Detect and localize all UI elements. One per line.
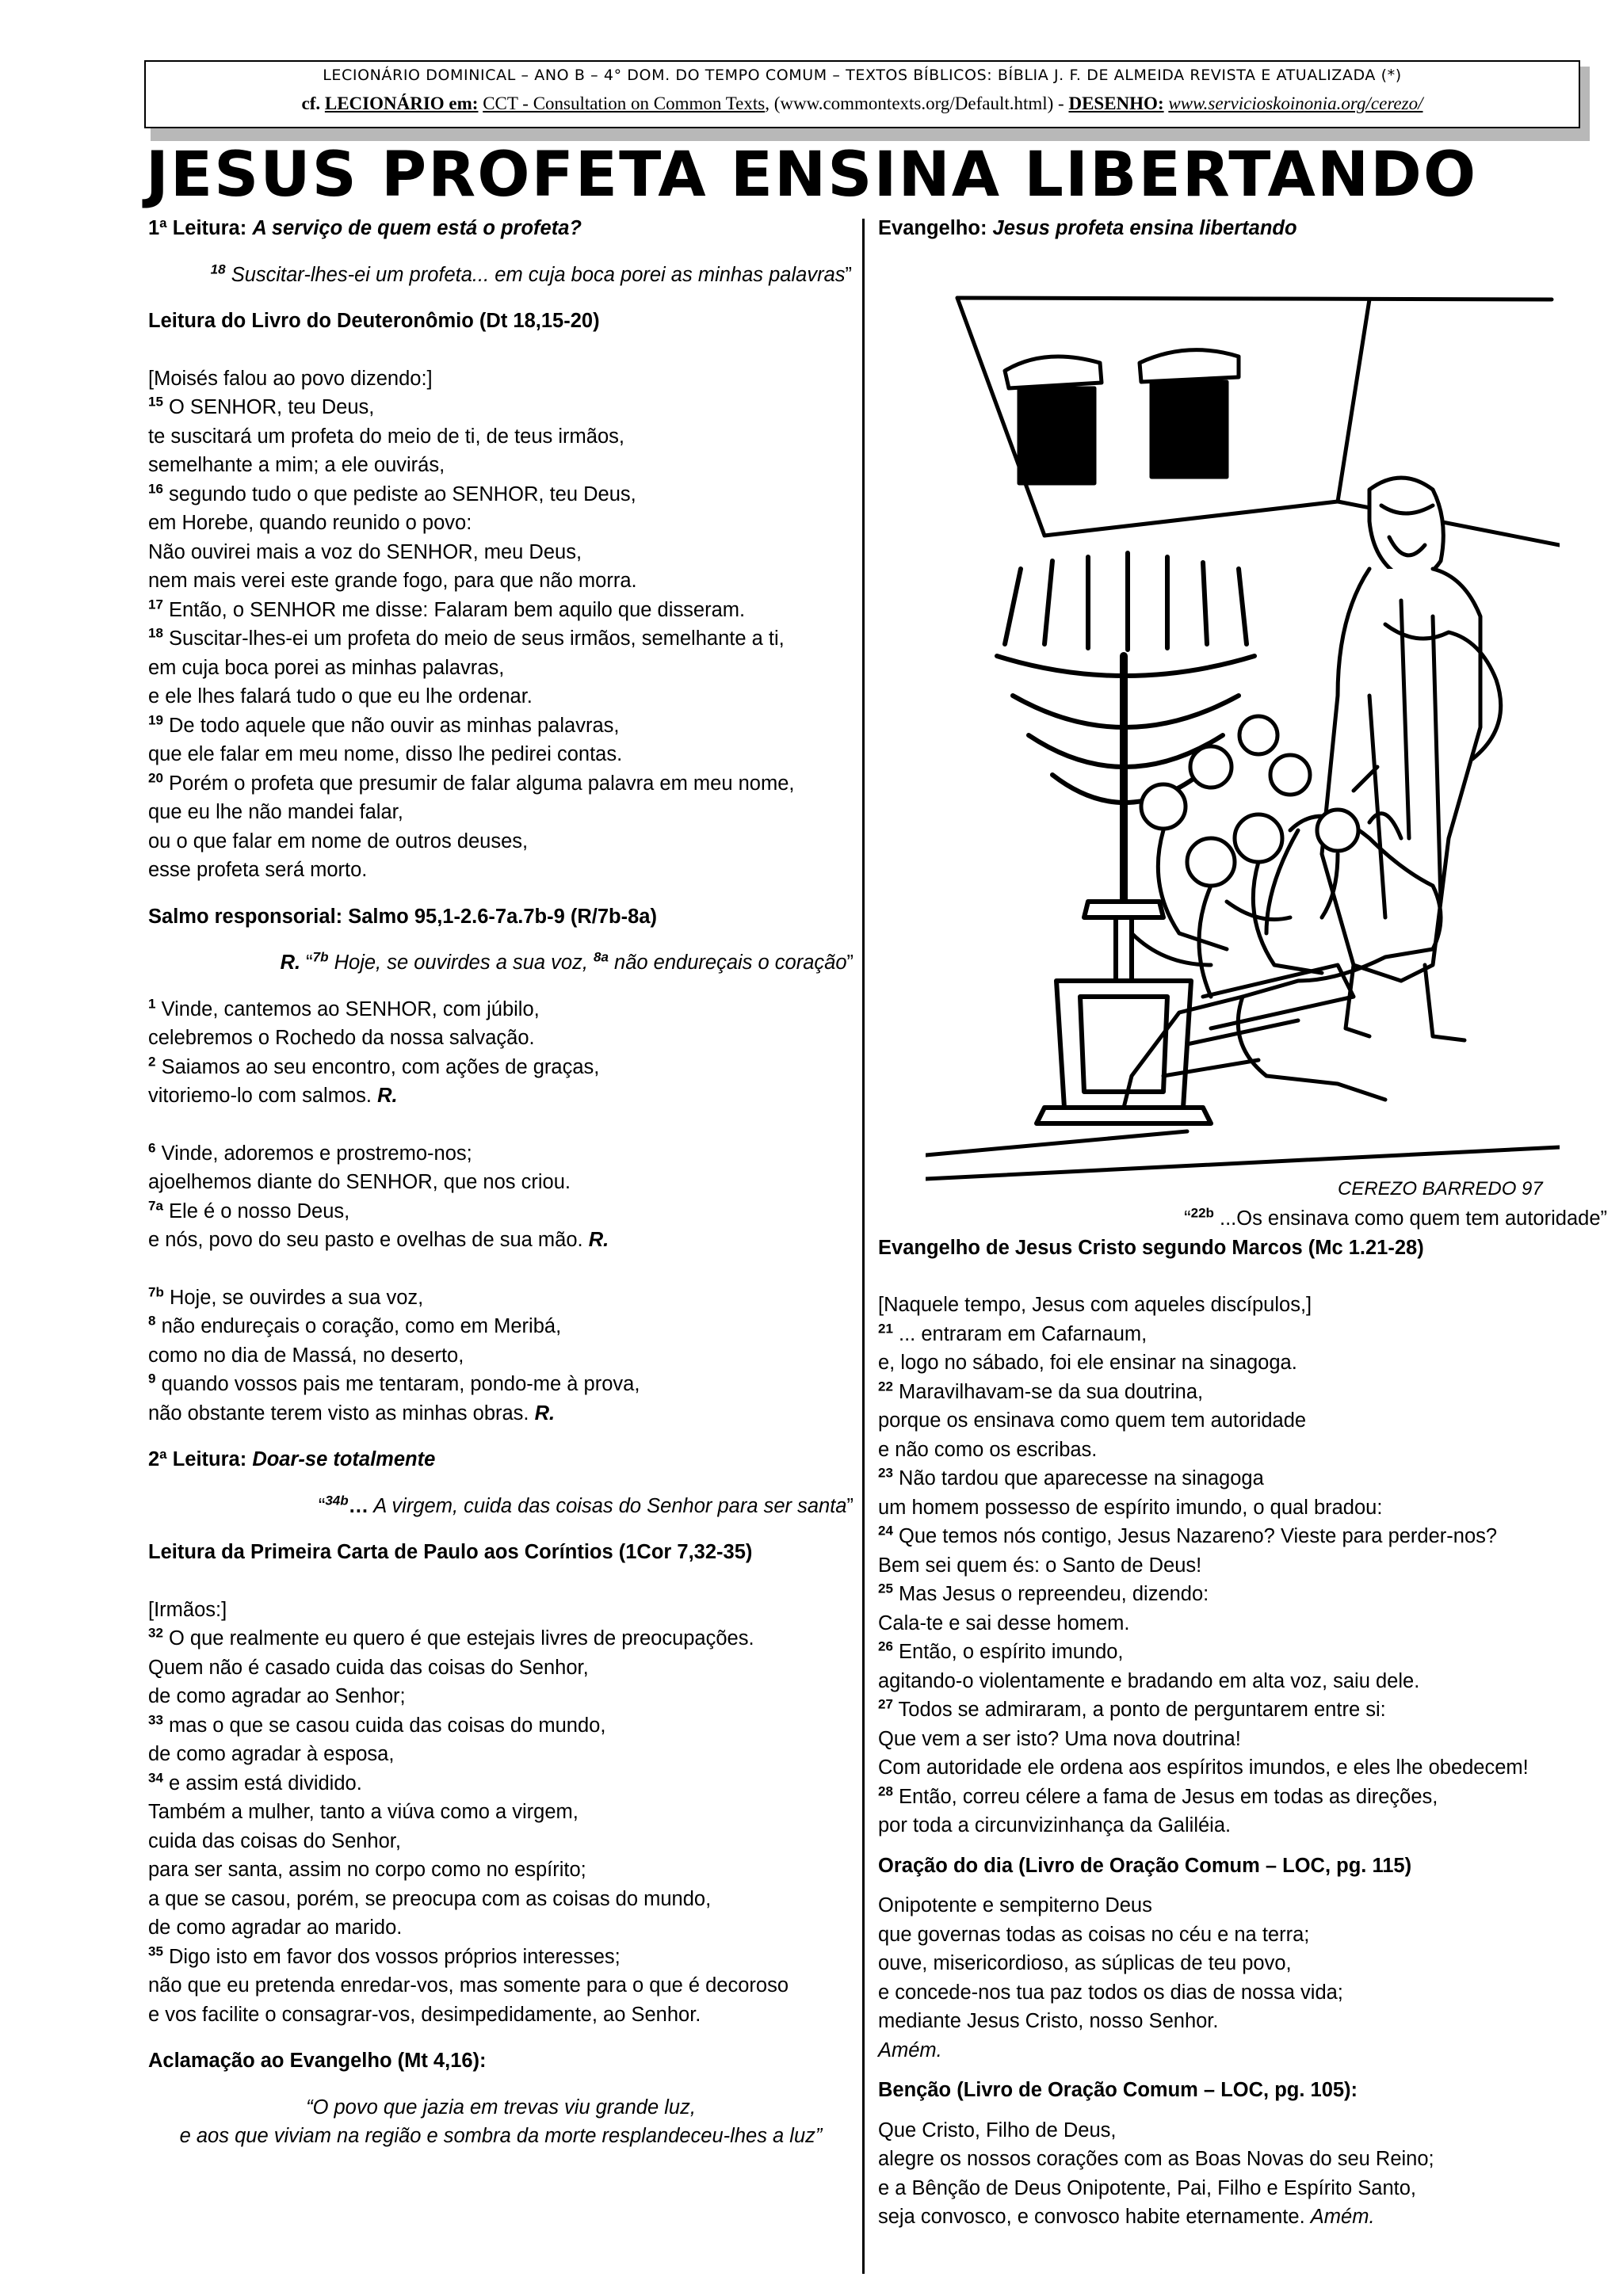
psalm-stanza <box>148 1283 854 1428</box>
line-text: Quem não é casado cuida das coisas do Senhor, <box>148 1656 589 1679</box>
text-line <box>878 1580 1607 1609</box>
text-line <box>148 1168 854 1197</box>
verse-number: 19 <box>148 712 163 727</box>
line-text: Então, correu célere a fama de Jesus em todas as direções, <box>899 1785 1438 1808</box>
line-text: Maravilhavam-se da sua doutrina, <box>899 1380 1204 1403</box>
line-text: não endureçais o coração, como em Meribá, <box>161 1315 562 1337</box>
line-text: O que realmente eu quero é que estejais livres de preocupações. <box>169 1627 754 1650</box>
verse-number: 8 <box>148 1313 156 1329</box>
second-reading-theme: Doar-se totalmente <box>252 1448 436 1470</box>
first-reading-text <box>148 364 854 885</box>
verse-number: 33 <box>148 1712 163 1727</box>
line-text: a que se casou, porém, se preocupa com as coisas do mundo, <box>148 1887 712 1910</box>
response-marker: R. <box>377 1085 398 1107</box>
artist-signature: CEREZO BARREDO 97 <box>1338 1178 1543 1199</box>
second-reading-label: 2ª Leitura: <box>148 1448 247 1470</box>
gospel-heading <box>878 214 1607 243</box>
line-text: e não como os escribas. <box>878 1438 1098 1461</box>
window-1-arch <box>1005 357 1102 388</box>
window-1 <box>1019 388 1094 483</box>
line-text: vitoriemo-lo com salmos. <box>148 1085 372 1107</box>
header-line2 <box>146 93 1579 114</box>
text-line: ouve, misericordioso, as súplicas de teu povo, <box>878 1952 1292 1974</box>
prayer-amen: Amém. <box>878 2039 942 2061</box>
verse-number: 17 <box>148 597 163 612</box>
text-line <box>148 393 854 422</box>
verse-number: 23 <box>878 1465 893 1481</box>
second-reading-quote <box>148 1492 854 1521</box>
header-cct-link[interactable]: CCT - Consultation on Common Texts <box>483 93 766 113</box>
text-line <box>148 1740 854 1769</box>
gospel-label: Evangelho: <box>878 217 987 239</box>
line-text: e assim está dividido. <box>169 1772 362 1794</box>
text-line <box>878 1667 1607 1696</box>
first-reading-book: Leitura do Livro do Deuteronômio (Dt 18,15-20) <box>148 310 600 332</box>
text-line <box>148 480 854 509</box>
text-line <box>148 682 854 711</box>
line-text: Que vem a ser isto? Uma nova doutrina! <box>878 1727 1241 1750</box>
line-text: celebremos o Rochedo da nossa salvação. <box>148 1027 535 1049</box>
text-line <box>878 1378 1607 1407</box>
line-text: Então, o SENHOR me disse: Falaram bem aquilo que disseram. <box>169 598 746 621</box>
text-line <box>878 1493 1607 1523</box>
line-text: como no dia de Massá, no deserto, <box>148 1344 464 1367</box>
text-line <box>878 1464 1607 1493</box>
acclamation-heading: Aclamação ao Evangelho (Mt 4,16): <box>148 2050 487 2072</box>
text-line <box>148 1283 854 1313</box>
text-line <box>148 995 854 1024</box>
text-line <box>148 1682 854 1711</box>
page-title: JESUS PROFETA ENSINA LIBERTANDO <box>145 139 1478 211</box>
gospel-theme: Jesus profeta ensina libertando <box>992 217 1297 239</box>
text-line: Que Cristo, Filho de Deus, <box>878 2119 1117 2142</box>
line-text: e vos facilite o consagrar-vos, desimpedidamente, ao Senhor. <box>148 2003 701 2026</box>
blessing-text <box>878 2116 1607 2203</box>
text-line <box>148 422 854 452</box>
blessing-heading: Benção (Livro de Oração Comum – LOC, pg. 105): <box>878 2079 1358 2101</box>
verse-number: 9 <box>148 1371 156 1386</box>
verse-number: 7a <box>148 1198 163 1213</box>
text-line <box>148 827 854 856</box>
text-line <box>148 1653 854 1683</box>
line-text: de como agradar ao marido. <box>148 1917 403 1939</box>
text-line <box>148 2000 854 2030</box>
text-line <box>878 1320 1607 1349</box>
line-text: Mas Jesus o repreendeu, dizendo: <box>899 1583 1209 1605</box>
line-text: ... entraram em Cafarnaum, <box>899 1322 1148 1345</box>
text-line <box>148 1798 854 1827</box>
text-line <box>148 769 854 799</box>
quote-close: ” <box>846 1494 854 1517</box>
header-cf: cf. <box>301 93 321 113</box>
text-line <box>878 1753 1607 1783</box>
text-line <box>148 654 854 683</box>
line-text: ajoelhemos diante do SENHOR, que nos criou. <box>148 1171 571 1193</box>
quote-text: A virgem, cuida das coisas do Senhor para ser santa <box>373 1494 847 1517</box>
line-text: que ele falar em meu nome, disso lhe pedirei contas. <box>148 743 623 765</box>
line-text: Vinde, adoremos e prostremo-nos; <box>161 1142 472 1165</box>
verse-number: 18 <box>148 625 163 641</box>
response-marker: R. <box>588 1229 609 1251</box>
text-line <box>878 1609 1607 1638</box>
line-text: [Irmãos:] <box>148 1598 227 1621</box>
line-text: Que temos nós contigo, Jesus Nazareno? Vieste para perder-nos? <box>899 1525 1498 1547</box>
text-line <box>878 1783 1607 1812</box>
text-line <box>148 1827 854 1856</box>
line-text: porque os ensinava como quem tem autoridade <box>878 1409 1307 1432</box>
text-line <box>148 1769 854 1798</box>
first-reading-heading <box>148 214 854 243</box>
verse-number: 7b <box>148 1284 164 1299</box>
line-text: de como agradar ao Senhor; <box>148 1685 406 1707</box>
line-text: em cuja boca porei as minhas palavras, <box>148 656 505 679</box>
verse-number: 26 <box>878 1638 893 1654</box>
header-cct-url: , (www.commontexts.org/Default.html) - <box>765 93 1064 113</box>
verse-number: 6 <box>148 1140 156 1155</box>
window-2 <box>1151 382 1227 477</box>
line-text: não que eu pretenda enredar-vos, mas somente para o que é decoroso <box>148 1974 789 1997</box>
verse-number: 35 <box>148 1943 163 1958</box>
text-line <box>148 1226 854 1255</box>
line-text: um homem possesso de espírito imundo, o qual bradou: <box>878 1496 1383 1519</box>
psalm-stanza <box>148 1139 854 1255</box>
psalm-response <box>148 948 854 978</box>
verse-number: 2 <box>148 1054 156 1069</box>
verse-number: 22 <box>878 1379 893 1394</box>
acclamation-line-1: “O povo que jazia em trevas viu grande luz, <box>306 2096 696 2119</box>
text-line <box>148 1341 854 1371</box>
psalm-text <box>148 995 854 1428</box>
text-line <box>148 1197 854 1226</box>
line-text: [Moisés falou ao povo dizendo:] <box>148 367 433 390</box>
line-text: Cala-te e sai desse homem. <box>878 1611 1130 1634</box>
verse-number: 7b <box>312 949 329 965</box>
floor-line <box>926 1147 1560 1179</box>
text-line <box>878 1406 1607 1436</box>
line-text: esse profeta será morto. <box>148 859 368 881</box>
line-text: e nós, povo do seu pasto e ovelhas de sua mão. <box>148 1229 583 1251</box>
line-text: agitando-o violentamente e bradando em alta voz, saiu dele. <box>878 1669 1420 1692</box>
line-text: Saiamos ao seu encontro, com ações de graças, <box>161 1055 600 1078</box>
text-line <box>148 451 854 480</box>
text-line <box>148 856 854 885</box>
first-reading-quote <box>148 261 854 290</box>
line-text: Bem sei quem és: o Santo de Deus! <box>878 1554 1202 1577</box>
text-line: e concede-nos tua paz todos os dias de nossa vida; <box>878 1981 1343 2004</box>
blessing-last-line <box>878 2203 1607 2232</box>
text-line <box>148 711 854 741</box>
line-text: Suscitar-lhes-ei um profeta do meio de seus irmãos, semelhante a ti, <box>169 627 785 650</box>
second-reading-book: Leitura da Primeira Carta de Paulo aos Coríntios (1Cor 7,32-35) <box>148 1541 753 1563</box>
verse-number: 1 <box>148 996 156 1011</box>
acclamation-line-2: e aos que viviam na região e sombra da morte resplandeceu-lhes a luz” <box>179 2125 823 2147</box>
verse-number: 8a <box>594 949 609 965</box>
line-text: e, logo no sábado, foi ele ensinar na sinagoga. <box>878 1352 1297 1374</box>
text-line <box>148 1399 854 1428</box>
line-text: mas o que se casou cuida das coisas do mundo, <box>169 1714 606 1737</box>
verse-number: 16 <box>148 481 163 496</box>
verse-number: 18 <box>210 261 226 277</box>
text-line <box>148 1024 854 1053</box>
window-2-arch <box>1140 350 1239 382</box>
text-line <box>148 798 854 827</box>
jesus-figure <box>1322 478 1501 1040</box>
line-text: ou o que falar em nome de outros deuses, <box>148 830 529 852</box>
line-text: Não tardou que aparecesse na sinagoga <box>899 1467 1264 1489</box>
line-text: [Naquele tempo, Jesus com aqueles discípulos,] <box>878 1294 1312 1316</box>
header-box <box>144 60 1580 128</box>
text-line <box>878 1291 1607 1320</box>
line-text: semelhante a mim; a ele ouvirás, <box>148 454 445 476</box>
line-text: Também a mulher, tanto a viúva como a virgem, <box>148 1801 579 1823</box>
response-label: R. <box>280 952 301 974</box>
text-line <box>148 596 854 625</box>
text-line <box>148 624 854 654</box>
text-line <box>878 1522 1607 1551</box>
line-text: para ser santa, assim no corpo como no espírito; <box>148 1859 586 1881</box>
line-text: Não ouvirei mais a voz do SENHOR, meu Deus, <box>148 540 582 563</box>
line-text: de como agradar à esposa, <box>148 1743 395 1765</box>
verse-number: 27 <box>878 1696 893 1712</box>
text-line <box>148 1855 854 1885</box>
illustration-jesus-synagogue <box>926 284 1560 1219</box>
response-text-1: Hoje, se ouvirdes a sua voz, <box>334 952 588 974</box>
text-line <box>148 740 854 769</box>
blessing-last-text: seja convosco, e convosco habite eternamente. <box>878 2206 1305 2228</box>
first-reading-theme: A serviço de quem está o profeta? <box>252 217 582 239</box>
text-line: mediante Jesus Cristo, nosso Senhor. <box>878 2010 1219 2032</box>
line-text: Vinde, cantemos ao SENHOR, com júbilo, <box>161 997 540 1020</box>
text-line <box>878 1436 1607 1465</box>
quote-close: ” <box>845 263 852 286</box>
quote-text: ...Os ensinava como quem tem autoridade” <box>1220 1207 1607 1230</box>
text-line <box>148 1596 854 1625</box>
line-text: em Horebe, quando reunido o povo: <box>148 512 472 534</box>
verse-number: 20 <box>148 770 163 785</box>
blessing-amen: Amém. <box>1310 2206 1375 2228</box>
first-reading-label: 1ª Leitura: <box>148 217 247 239</box>
line-text: não obstante terem visto as minhas obras. <box>148 1402 529 1425</box>
text-line: alegre os nossos corações com as Boas Novas do seu Reino; <box>878 2148 1434 2170</box>
text-line: Onipotente e sempiterno Deus <box>878 1894 1152 1917</box>
line-text: e ele lhes falará tudo o que eu lhe ordenar. <box>148 685 533 707</box>
gospel-book: Evangelho de Jesus Cristo segundo Marcos (Mc 1.21-28) <box>878 1236 1424 1259</box>
left-column <box>148 214 854 2151</box>
text-line: e a Bênção de Deus Onipotente, Pai, Filho e Espírito Santo, <box>878 2176 1416 2199</box>
response-marker: R. <box>534 1402 556 1425</box>
text-line <box>148 1139 854 1169</box>
second-reading-heading <box>148 1445 854 1474</box>
text-line <box>148 1624 854 1653</box>
text-line <box>878 1551 1607 1581</box>
text-line <box>148 538 854 567</box>
prayer-heading: Oração do dia (Livro de Oração Comum – LOC, pg. 115) <box>878 1854 1412 1877</box>
quote-open: “ <box>306 952 313 974</box>
quote-ellipsis: … <box>348 1494 369 1517</box>
line-text: nem mais verei este grande fogo, para que não morra. <box>148 570 637 592</box>
text-line <box>148 1971 854 2000</box>
line-text: Digo isto em favor dos vossos próprios interesses; <box>169 1945 621 1968</box>
text-line <box>148 1053 854 1082</box>
quote-open: “ <box>318 1494 326 1517</box>
text-line <box>878 1811 1607 1840</box>
text-line: que governas todas as coisas no céu e na terra; <box>878 1923 1310 1946</box>
verse-number: 28 <box>878 1783 893 1798</box>
second-reading-text <box>148 1596 854 2030</box>
quote-text: Suscitar-lhes-ei um profeta... em cuja boca porei as minhas palavras <box>231 263 846 286</box>
text-line <box>878 1348 1607 1378</box>
verse-number: 34b <box>325 1493 349 1508</box>
quote-open: “ <box>1184 1207 1191 1230</box>
line-text: por toda a circunvizinhança da Galiléia. <box>878 1814 1232 1836</box>
header-lecionario-label: LECIONÁRIO em: <box>324 93 479 113</box>
ceiling-line <box>957 298 1552 299</box>
text-line <box>878 1695 1607 1725</box>
text-line <box>148 1312 854 1341</box>
text-line <box>878 1638 1607 1667</box>
response-text-2: não endureçais o coração <box>614 952 847 974</box>
text-line <box>148 1913 854 1943</box>
gospel-text <box>878 1291 1607 1840</box>
verse-number: 34 <box>148 1770 163 1785</box>
line-text: Porém o profeta que presumir de falar alguma palavra em meu nome, <box>169 772 795 795</box>
header-desenho-link[interactable]: www.servicioskoinonia.org/cerezo/ <box>1168 93 1423 113</box>
gospel-quote <box>878 1204 1607 1234</box>
text-line <box>878 1725 1607 1754</box>
line-text: te suscitará um profeta do meio de ti, de teus irmãos, <box>148 425 624 448</box>
verse-number: 32 <box>148 1625 163 1641</box>
text-line <box>148 1370 854 1399</box>
text-line <box>148 1711 854 1741</box>
prayer-text <box>878 1891 1607 2036</box>
line-text: Com autoridade ele ordena aos espíritos imundos, e eles lhe obedecem! <box>878 1756 1529 1779</box>
quote-close: ” <box>846 952 854 974</box>
text-line <box>148 1943 854 1972</box>
line-text: que eu lhe não mandei falar, <box>148 801 403 823</box>
verse-number: 21 <box>878 1321 893 1336</box>
right-column-text <box>878 1204 1607 2232</box>
line-text: De todo aquele que não ouvir as minhas palavras, <box>169 714 620 737</box>
text-line <box>148 1885 854 1914</box>
header-line1: LECIONÁRIO DOMINICAL – ANO B – 4° DOM. DO TEMPO COMUM – TEXTOS BÍBLICOS: BÍBLIA J. F. DE ALMEIDA REVISTA E ATUALIZADA (*) <box>323 67 1402 84</box>
header-desenho-label: DESENHO: <box>1068 93 1164 113</box>
psalm-heading: Salmo responsorial: Salmo 95,1-2.6-7a.7b-9 (R/7b-8a) <box>148 905 657 928</box>
line-text: Ele é o nosso Deus, <box>169 1199 350 1222</box>
line-text: cuida das coisas do Senhor, <box>148 1829 401 1852</box>
psalm-stanza <box>148 995 854 1111</box>
line-text: O SENHOR, teu Deus, <box>169 396 375 418</box>
line-text: segundo tudo o que pediste ao SENHOR, teu Deus, <box>169 482 636 505</box>
verse-number: 25 <box>878 1581 893 1596</box>
text-line <box>148 1081 854 1111</box>
text-line <box>148 509 854 538</box>
verse-number: 24 <box>878 1523 893 1539</box>
verse-number: 15 <box>148 394 163 410</box>
text-line <box>148 566 854 596</box>
text-line <box>148 364 854 394</box>
line-text: Então, o espírito imundo, <box>899 1641 1124 1663</box>
line-text: Todos se admiraram, a ponto de perguntarem entre si: <box>898 1699 1386 1721</box>
line-text: quando vossos pais me tentaram, pondo-me à prova, <box>161 1373 640 1395</box>
line-text: Hoje, se ouvirdes a sua voz, <box>169 1286 424 1309</box>
column-divider <box>862 219 865 2274</box>
right-column <box>878 214 1607 243</box>
verse-number: 22b <box>1190 1205 1214 1221</box>
